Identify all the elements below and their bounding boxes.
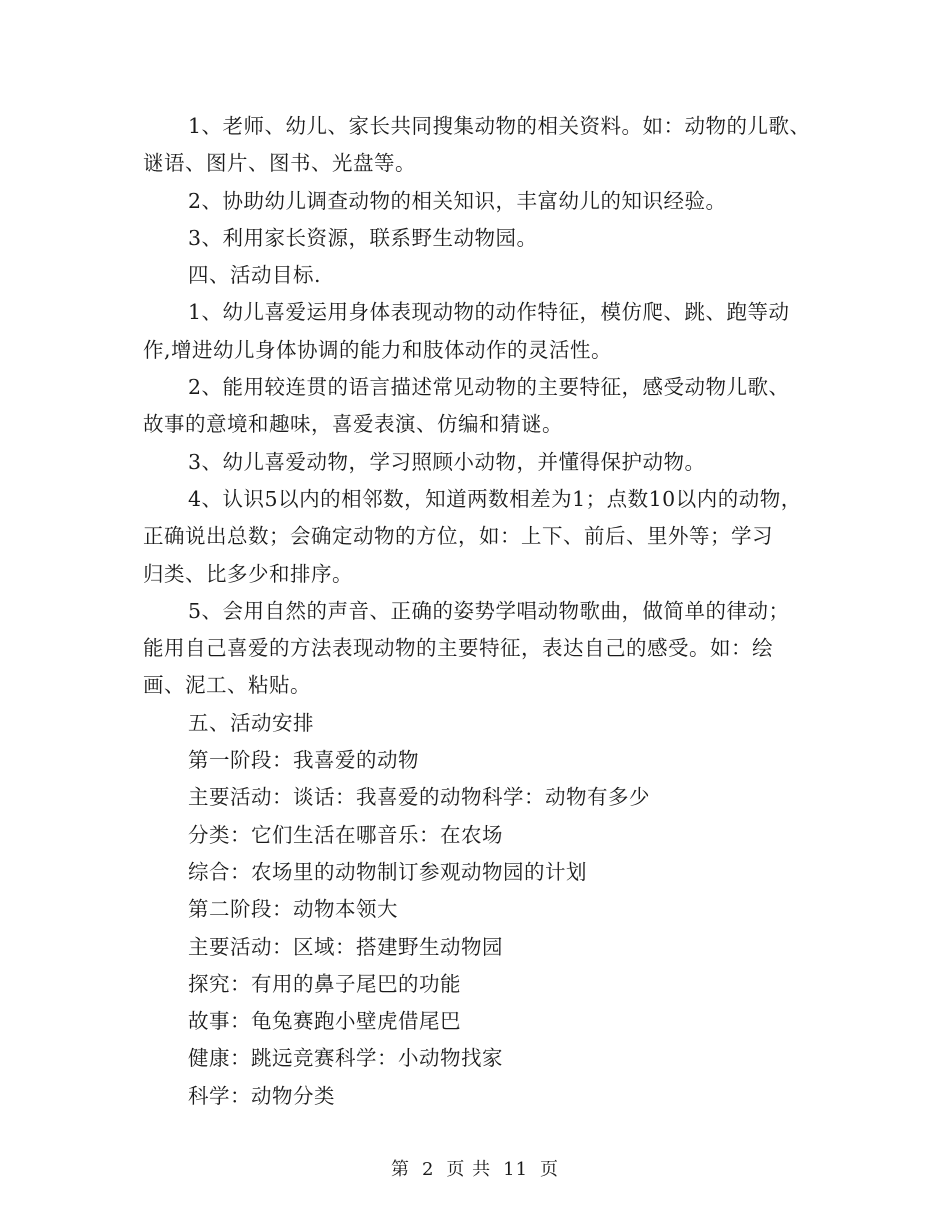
text-line: 3、利用家长资源，联系野生动物园。 <box>188 225 538 250</box>
text-line: 5、会用自然的声音、正确的姿势学唱动物歌曲，做简单的律动； <box>188 598 790 623</box>
footer-mid: 页 共 <box>446 1159 492 1180</box>
text-line: 故事的意境和趣味，喜爱表演、仿编和猜谜。 <box>143 412 563 437</box>
page-footer <box>0 1155 950 1181</box>
text-line: 正确说出总数；会确定动物的方位，如：上下、前后、里外等；学习 <box>143 524 773 549</box>
text-line: 第一阶段：我喜爱的动物 <box>188 748 419 773</box>
text-line: 4、认识5以内的相邻数，知道两数相差为1；点数10以内的动物， <box>188 486 802 511</box>
text-line: 3、幼儿喜爱动物，学习照顾小动物，并懂得保护动物。 <box>188 449 706 474</box>
section-heading: 五、活动安排 <box>188 710 314 735</box>
footer-page-number: 2 <box>421 1159 435 1180</box>
text-line: 主要活动：谈话：我喜爱的动物科学：动物有多少 <box>188 785 650 810</box>
text-line: 作,增进幼儿身体协调的能力和肢体动作的灵活性。 <box>143 337 613 362</box>
document-body <box>143 108 815 1115</box>
text-line: 画、泥工、粘贴。 <box>143 673 311 698</box>
text-line: 科学：动物分类 <box>188 1083 335 1108</box>
text-line: 2、能用较连贯的语言描述常见动物的主要特征，感受动物儿歌、 <box>188 375 790 400</box>
text-line: 第二阶段：动物本领大 <box>188 897 398 922</box>
text-line: 2、协助幼儿调查动物的相关知识，丰富幼儿的知识经验。 <box>188 188 727 213</box>
text-line: 1、幼儿喜爱运用身体表现动物的动作特征，模仿爬、跳、跑等动 <box>188 300 790 325</box>
section-heading: 四、活动目标. <box>188 263 322 288</box>
footer-prefix: 第 <box>390 1159 410 1180</box>
text-line: 健康：跳远竞赛科学：小动物找家 <box>188 1046 503 1071</box>
text-line: 谜语、图片、图书、光盘等。 <box>143 151 416 176</box>
text-line: 1、老师、幼儿、家长共同搜集动物的相关资料。如：动物的儿歌、 <box>188 114 811 138</box>
text-line: 归类、比多少和排序。 <box>143 561 353 586</box>
text-line: 分类：它们生活在哪音乐：在农场 <box>188 822 503 847</box>
footer-total-pages: 11 <box>503 1159 529 1180</box>
text-line: 能用自己喜爱的方法表现动物的主要特征，表达自己的感受。如：绘 <box>143 636 773 661</box>
footer-suffix: 页 <box>540 1159 560 1180</box>
text-line: 探究：有用的鼻子尾巴的功能 <box>188 971 461 996</box>
text-line: 主要活动：区域：搭建野生动物园 <box>188 934 503 959</box>
text-line: 综合：农场里的动物制订参观动物园的计划 <box>188 859 587 884</box>
text-line: 故事：龟兔赛跑小壁虎借尾巴 <box>188 1009 461 1034</box>
